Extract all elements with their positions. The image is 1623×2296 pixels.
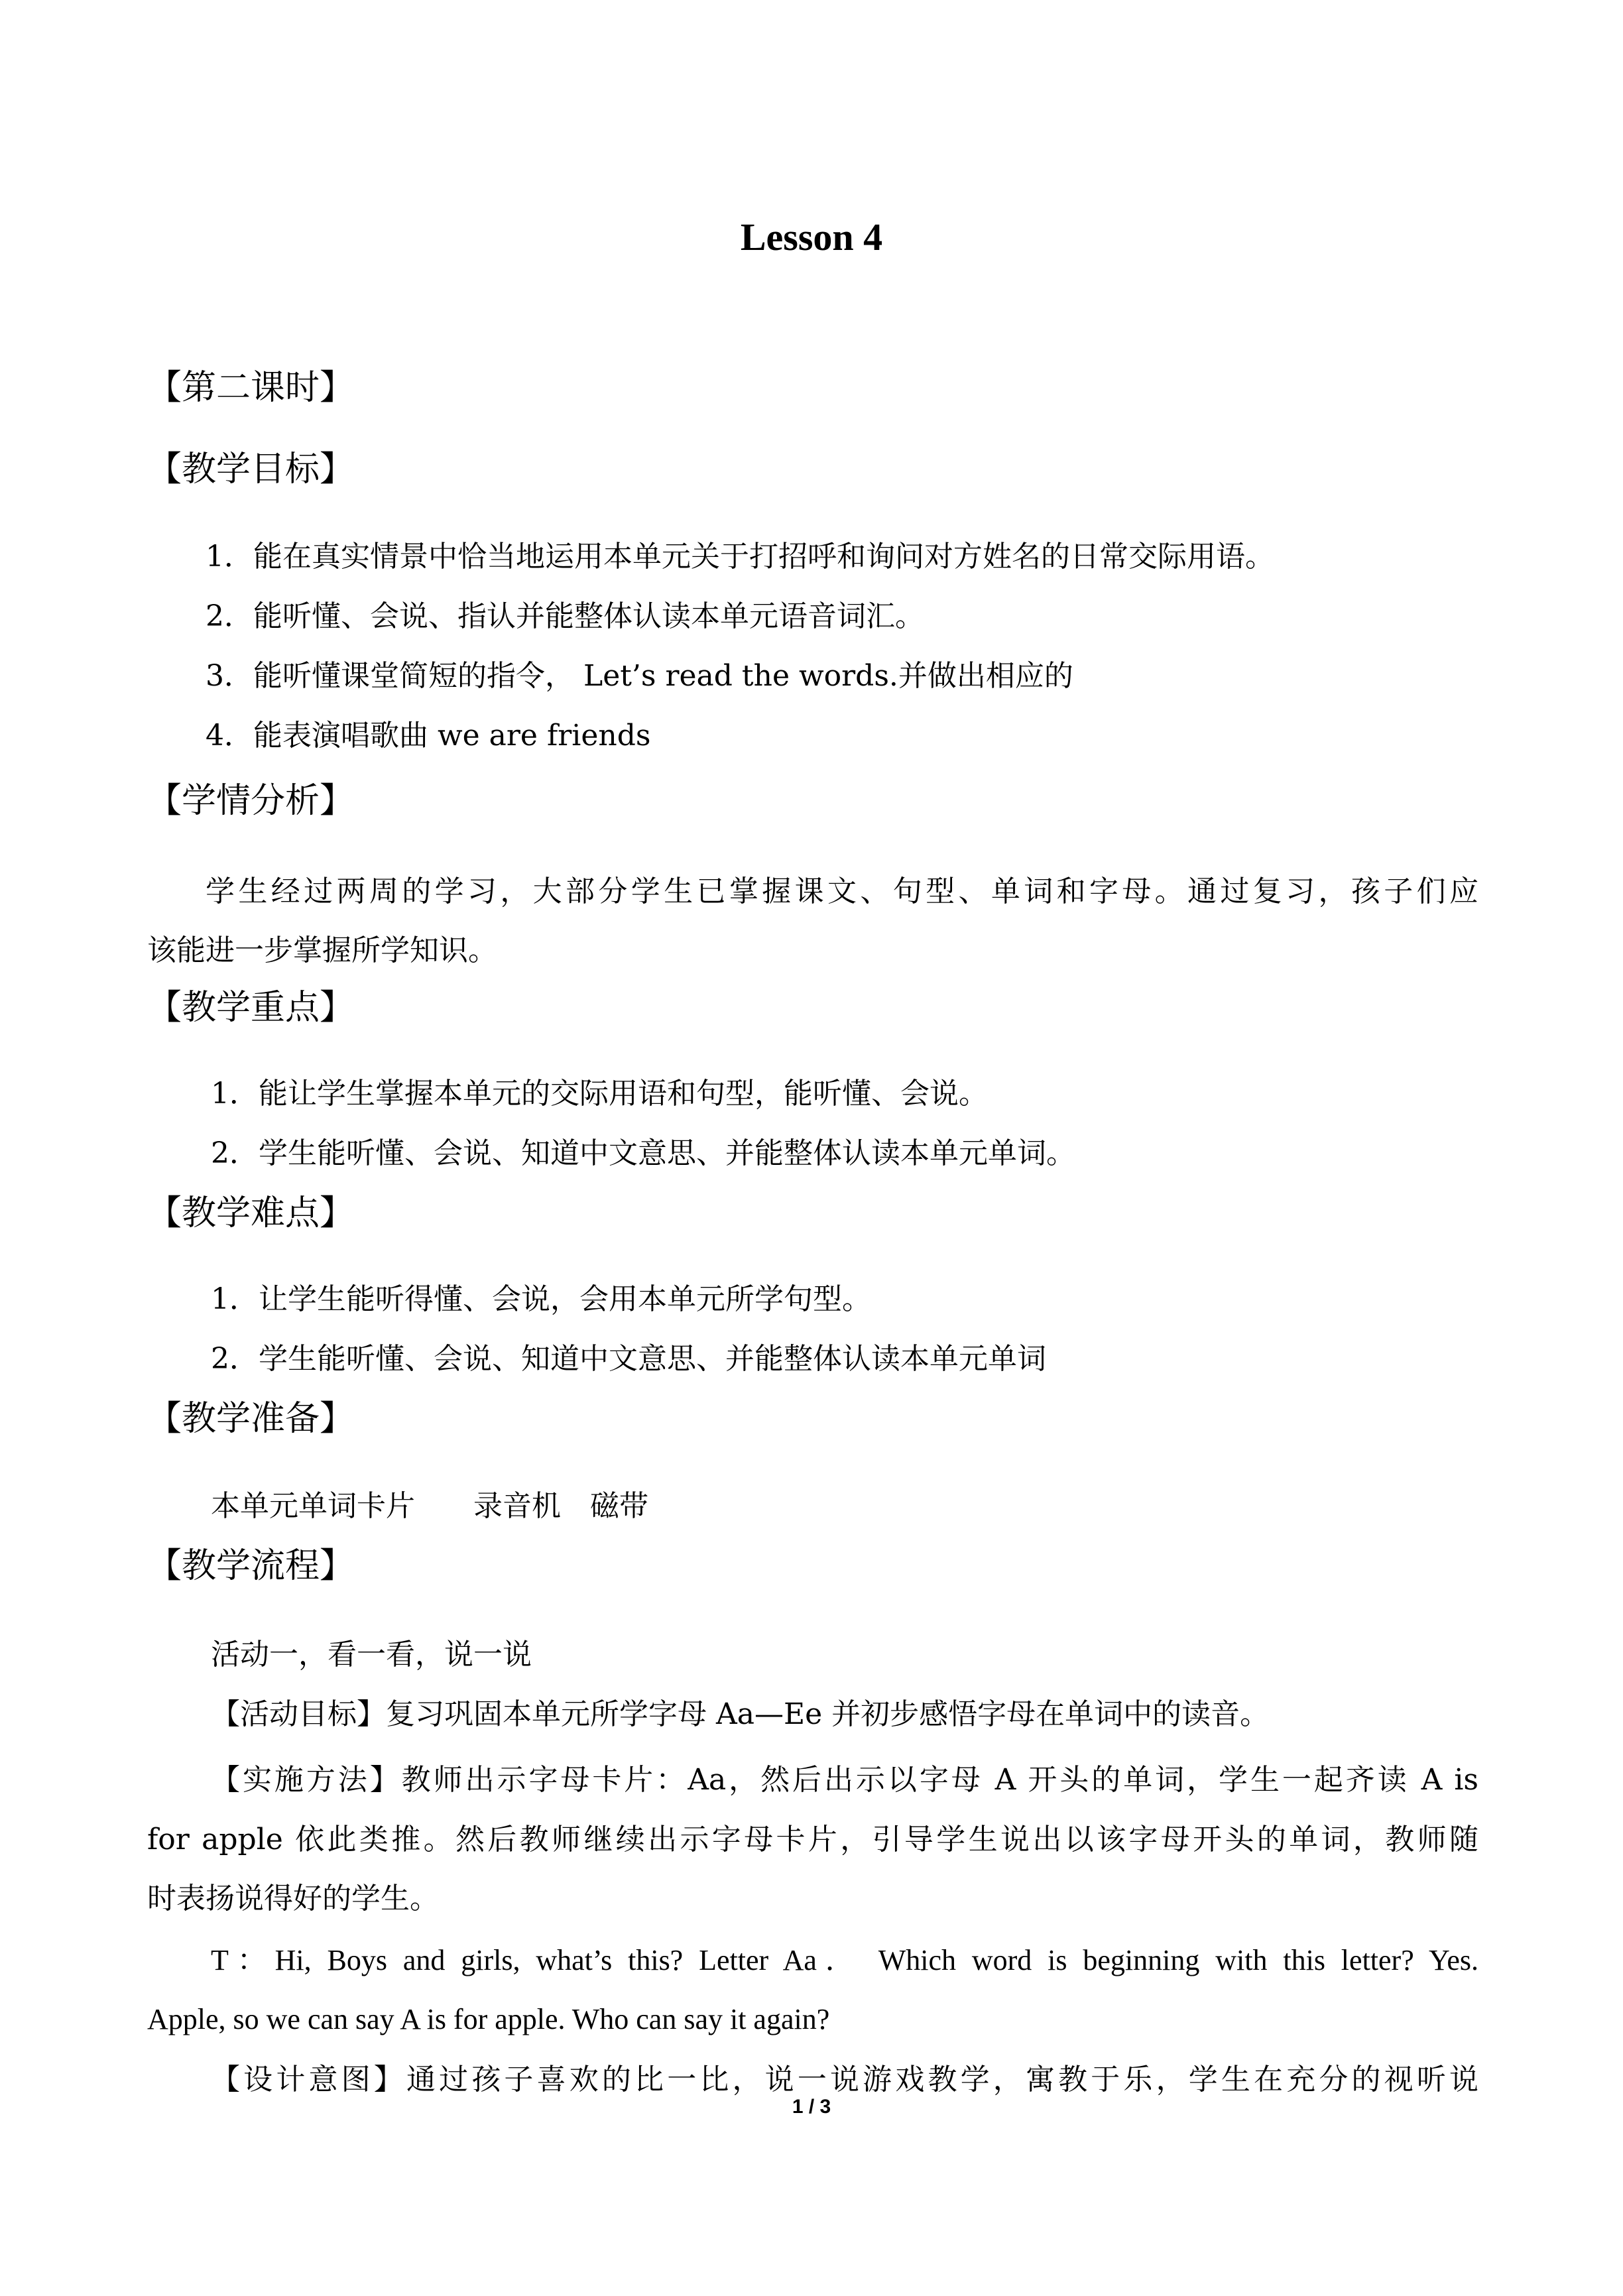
objectives-heading: 【教学目标】: [147, 450, 355, 489]
activity-title: 活动一，看一看，说一说: [211, 1638, 532, 1671]
dialog-line-1: T：Hi, Boys and girls, what’s this? Letter Aa． Which word is beginning with this letter? Yes.: [211, 1944, 1478, 1976]
lesson-title: Lesson 4: [740, 215, 883, 259]
difficulties-heading: 【教学难点】: [147, 1193, 355, 1233]
objective-item-3: 3．能听懂课堂简短的指令， Let’s read the words.并做出相应的: [206, 659, 1073, 693]
difficulty-item-1: 1．让学生能听得懂、会说，会用本单元所学句型。: [211, 1282, 871, 1316]
page-number: 1 / 3: [792, 2096, 831, 2118]
activity-goal: 【活动目标】复习巩固本单元所学字母 Aa—Ee 并初步感悟字母在单词中的读音。: [211, 1697, 1270, 1731]
analysis-heading: 【学情分析】: [147, 781, 355, 821]
preparation-heading: 【教学准备】: [147, 1399, 355, 1439]
method-line-2: for apple 依此类推。然后教师继续出示字母卡片，引导学生说出以该字母开头的单词，教师随: [147, 1823, 1478, 1856]
process-heading: 【教学流程】: [147, 1546, 355, 1586]
method-line-1: 【实施方法】教师出示字母卡片：Aa，然后出示以字母 A 开头的单词，学生一起齐读 A is: [211, 1763, 1478, 1797]
period-heading: 【第二课时】: [147, 368, 355, 408]
analysis-text-line-1: 学生经过两周的学习，大部分学生已掌握课文、句型、单词和字母。通过复习，孩子们应: [206, 875, 1478, 908]
difficulty-item-2: 2．学生能听懂、会说、知道中文意思、并能整体认读本单元单词: [211, 1342, 1046, 1376]
analysis-text-line-2: 该能进一步掌握所学知识。: [147, 934, 497, 967]
preparation-materials: 本单元单词卡片 录音机 磁带: [211, 1489, 648, 1523]
objective-item-1: 1．能在真实情景中恰当地运用本单元关于打招呼和询问对方姓名的日常交际用语。: [206, 540, 1274, 574]
dialog-line-2: Apple, so we can say A is for apple. Who can say it again?: [147, 2003, 830, 2035]
objective-item-4: 4．能表演唱歌曲 we are friends: [206, 719, 651, 753]
key-points-heading: 【教学重点】: [147, 988, 355, 1028]
key-point-item-1: 1．能让学生掌握本单元的交际用语和句型，能听懂、会说。: [211, 1077, 988, 1111]
objective-item-2: 2．能听懂、会说、指认并能整体认读本单元语音词汇。: [206, 599, 924, 633]
method-line-3: 时表扬说得好的学生。: [147, 1882, 439, 1915]
design-intent-line-1: 【设计意图】通过孩子喜欢的比一比，说一说游戏教学，寓教于乐，学生在充分的视听说: [211, 2063, 1478, 2096]
key-point-item-2: 2．学生能听懂、会说、知道中文意思、并能整体认读本单元单词。: [211, 1136, 1075, 1170]
